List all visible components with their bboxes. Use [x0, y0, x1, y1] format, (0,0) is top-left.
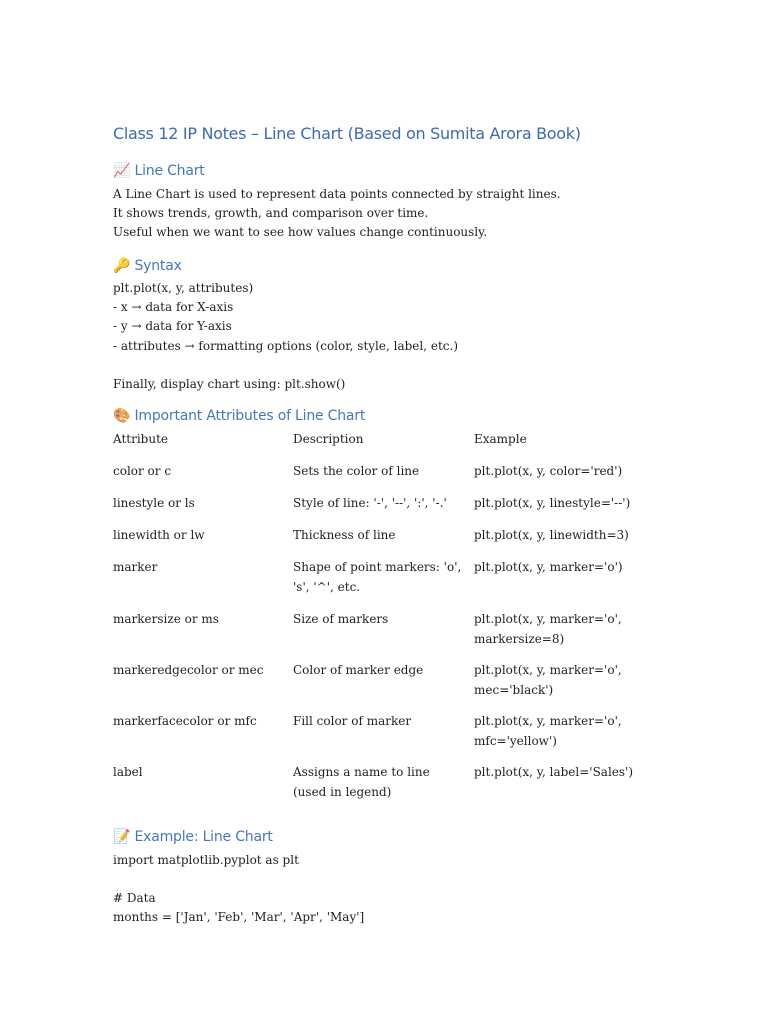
table-cell: Size of markers	[293, 612, 389, 626]
syntax-line: - y → data for Y-axis	[113, 319, 232, 333]
table-cell: Sets the color of line	[293, 464, 420, 478]
table-cell: Assigns a name to line (used in legend)	[293, 765, 430, 799]
table-cell: markersize or ms	[113, 612, 219, 626]
table-cell: linewidth or lw	[113, 528, 205, 542]
section-heading-example: 📝 Example: Line Chart	[113, 829, 273, 845]
syntax-line: - attributes → formatting options (color, style, label, etc.)	[113, 339, 458, 353]
code-line: months = ['Jan', 'Feb', 'Mar', 'Apr', 'May']	[113, 910, 365, 924]
syntax-line: - x → data for X-axis	[113, 300, 234, 314]
table-cell: linestyle or ls	[113, 496, 195, 510]
table-cell: Color of marker edge	[293, 663, 424, 677]
table-cell: plt.plot(x, y, marker='o')	[474, 560, 623, 574]
table-cell: plt.plot(x, y, label='Sales')	[474, 765, 634, 779]
table-cell: Shape of point markers: 'o', 's', '^', etc.	[293, 560, 462, 594]
section-heading-attributes: 🎨 Important Attributes of Line Chart	[113, 408, 366, 424]
paragraph-line: It shows trends, growth, and comparison over time.	[113, 206, 429, 220]
paragraph-line: Useful when we want to see how values change continuously.	[113, 225, 488, 239]
document-title: Class 12 IP Notes – Line Chart (Based on Sumita Arora Book)	[113, 124, 581, 143]
section-heading-syntax: 🔑 Syntax	[113, 258, 182, 274]
table-cell: plt.plot(x, y, color='red')	[474, 464, 623, 478]
table-cell: plt.plot(x, y, marker='o', mfc='yellow')	[474, 714, 622, 748]
table-cell: Style of line: '-', '--', ':', '-.'	[293, 496, 447, 510]
table-header-cell: Description	[293, 432, 364, 446]
table-cell: Thickness of line	[293, 528, 396, 542]
code-line: # Data	[113, 891, 156, 905]
table-cell: markeredgecolor or mec	[113, 663, 264, 677]
code-line: import matplotlib.pyplot as plt	[113, 853, 299, 867]
table-cell: marker	[113, 560, 158, 574]
table-cell: markerfacecolor or mfc	[113, 714, 257, 728]
table-cell: Fill color of marker	[293, 714, 412, 728]
syntax-line: plt.plot(x, y, attributes)	[113, 281, 254, 295]
syntax-finally-line: Finally, display chart using: plt.show()	[113, 377, 346, 391]
table-header-cell: Attribute	[113, 432, 169, 446]
table-cell: label	[113, 765, 143, 779]
table-cell: plt.plot(x, y, linewidth=3)	[474, 528, 629, 542]
table-cell: plt.plot(x, y, marker='o', mec='black')	[474, 663, 622, 697]
table-cell: plt.plot(x, y, linestyle='--')	[474, 496, 631, 510]
table-header-cell: Example	[474, 432, 527, 446]
section-heading-line-chart: 📈 Line Chart	[113, 163, 205, 179]
paragraph-line: A Line Chart is used to represent data points connected by straight lines.	[113, 187, 561, 201]
table-cell: plt.plot(x, y, marker='o', markersize=8)	[474, 612, 622, 646]
table-cell: color or c	[113, 464, 172, 478]
